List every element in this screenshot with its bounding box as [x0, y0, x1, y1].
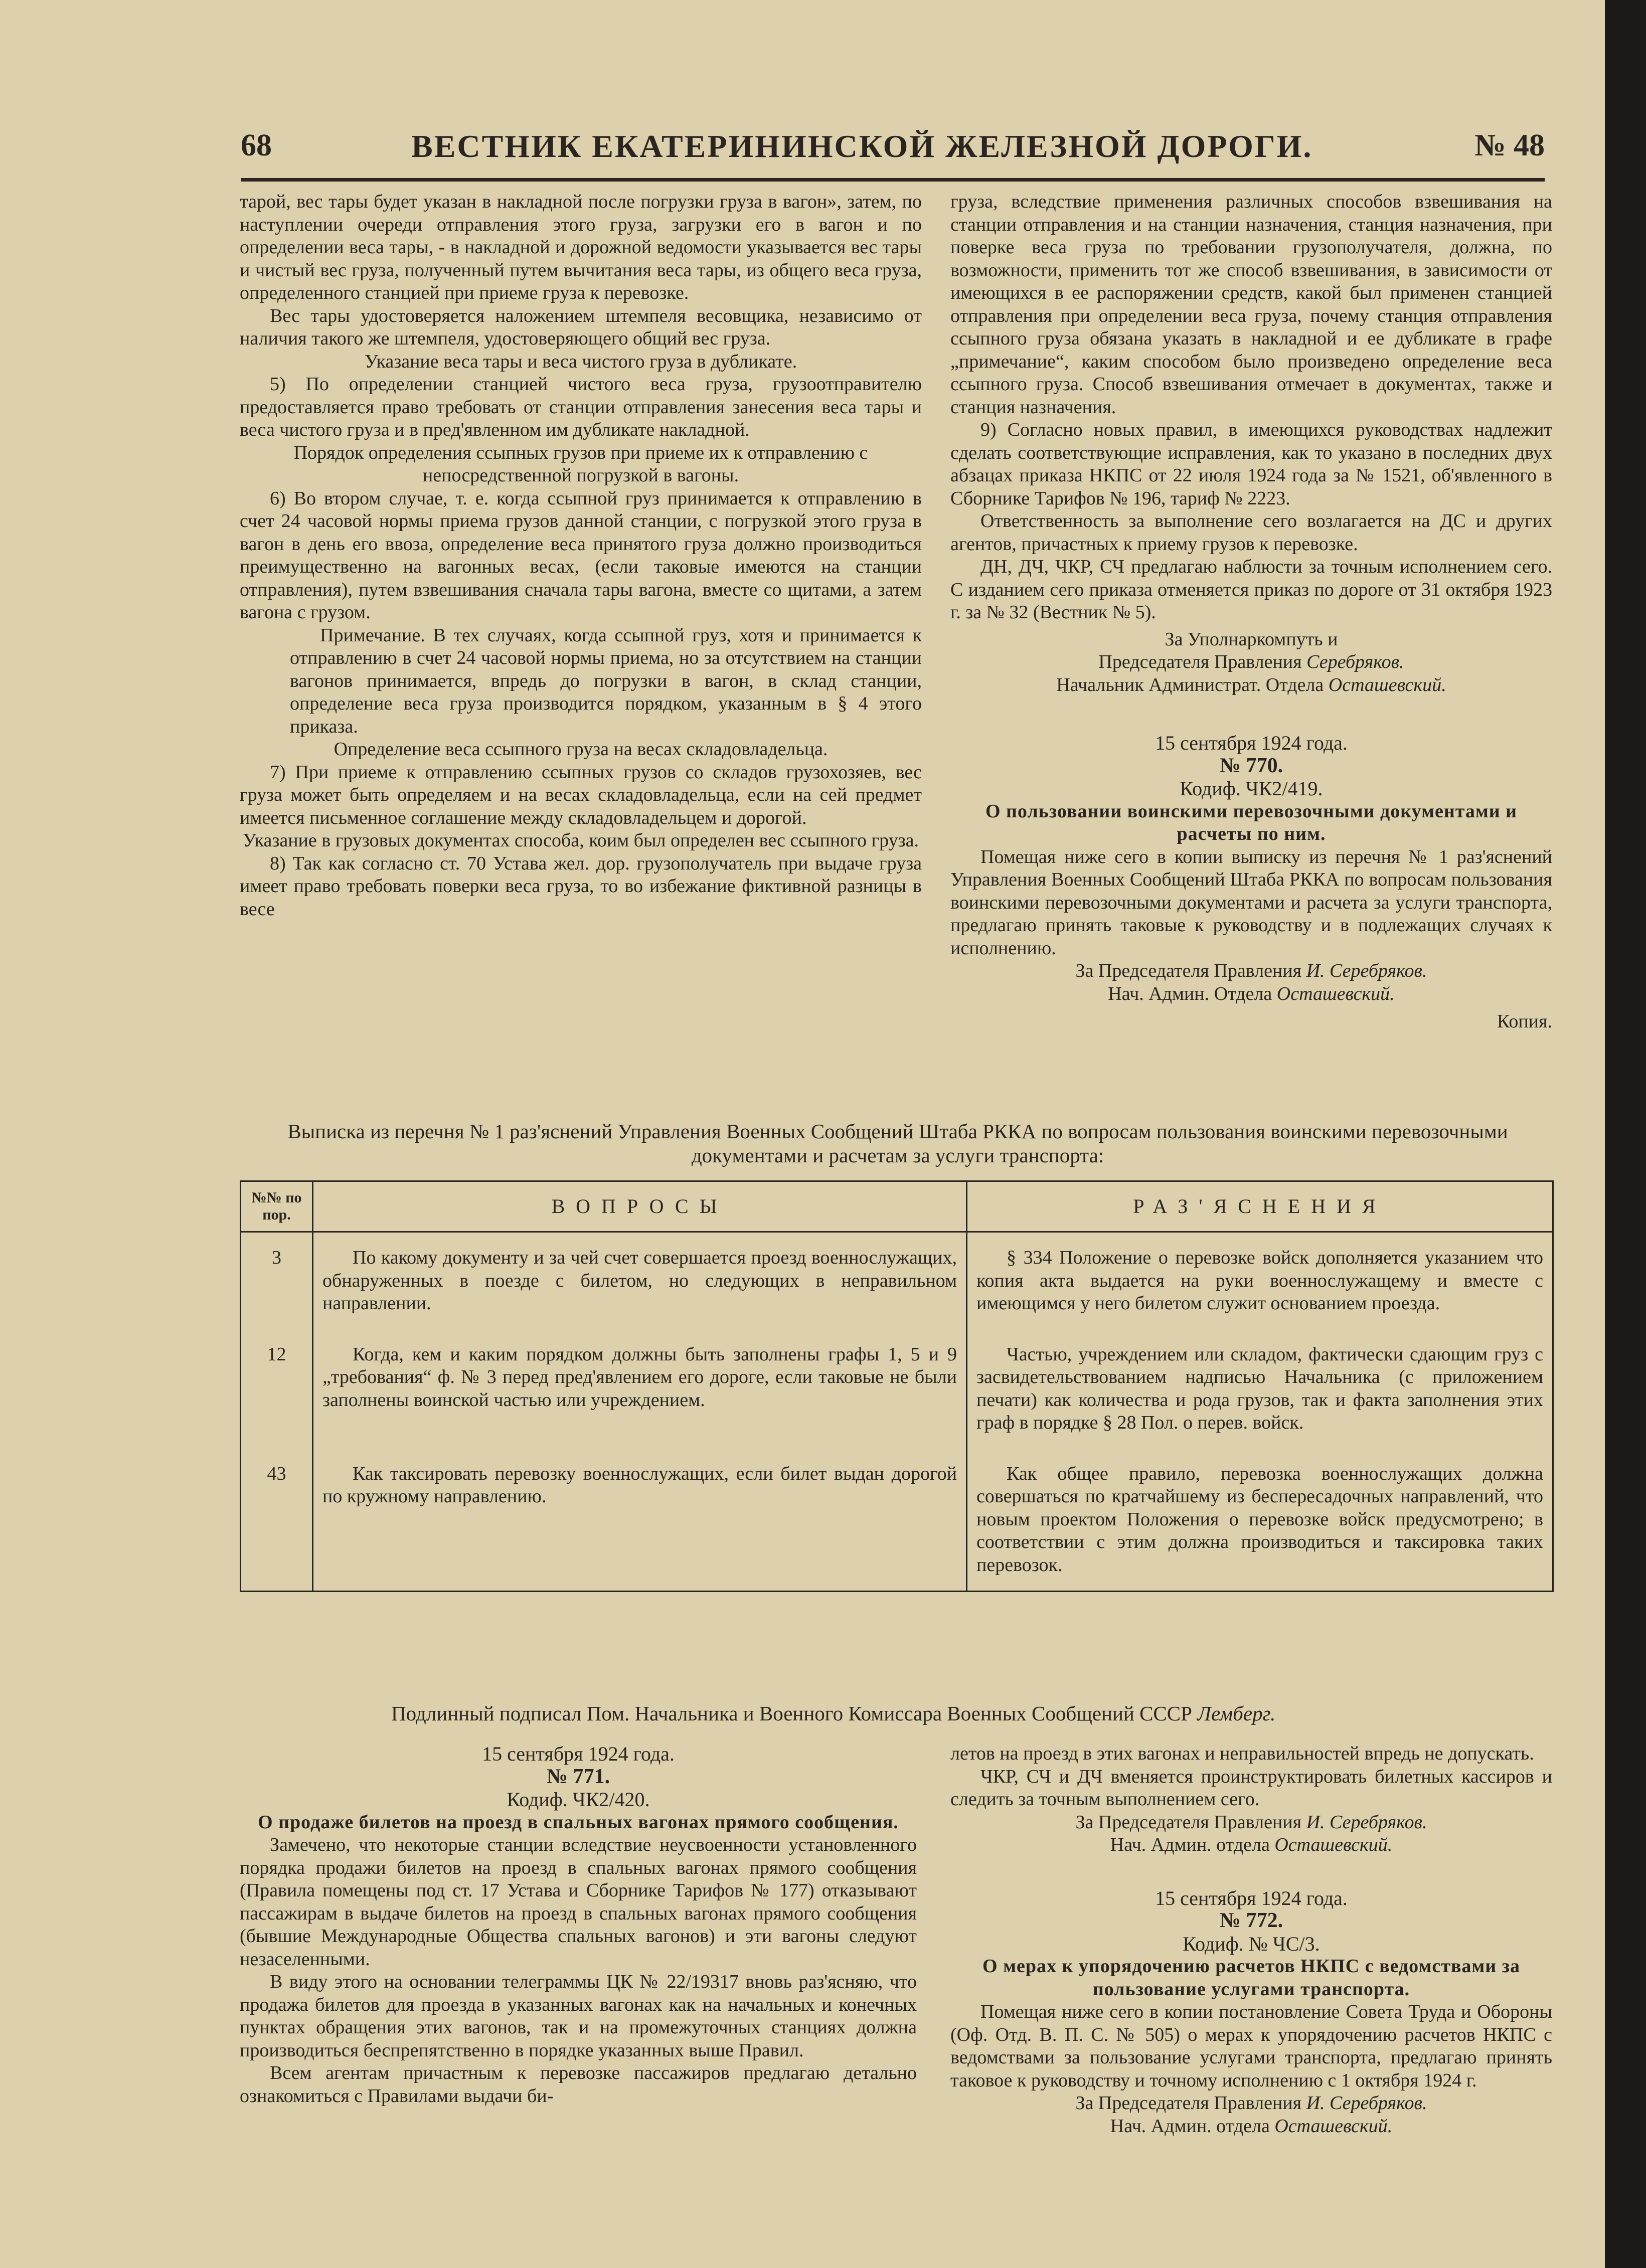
- paragraph: 6) Во втором случае, т. е. когда ссыпной груз принимается к отправлению в счет 24 часовой нормы приема грузов данной станции, с погрузкой этого груза в вагон в день его ввоза, определение веса принятого груза должно производиться преимущественно на вагонных весах, (если таковые имеются на станции отправления), путем взвешивания сначала тары вагона, вместе со щитами, а затем вагона с грузом.: [240, 487, 922, 623]
- paragraph: Вес тары удостоверяется наложением штемпеля весовщика, независимо от наличия такого же штемпеля, удостоверяющего общий вес груза.: [240, 305, 922, 349]
- column-header-number: №№ по пор.: [241, 1181, 313, 1232]
- signature-line: За Председателя Правления И. Серебряков.: [1075, 2092, 1427, 2114]
- paragraph: Замечено, что некоторые станции вследствие неусвоенности установленного порядка продажи билетов на проезд в спальных вагонах прямого сообщения (Правила помещены под ст. 17 Устава и Сборнике Тарифов № 177) отказывают пассажирам в выдаче билетов на проезд в спальных вагонах прямого сообщения (бывшие Международные Общества спальных вагонов) и эти вагоны следуют незаселенными.: [240, 1834, 917, 1970]
- order-heading: О пользовании воинскими перевозочными документами и расчеты по ним.: [985, 800, 1518, 844]
- question-cell: Когда, кем и каким порядком должны быть заполнены графы 1, 5 и 9 „требования“ ф. № 3 перед пред'явлением его дороге, если таковые не были заполнены воинской частью или учреждением.: [313, 1329, 967, 1449]
- signature-line: За Председателя Правления И. Серебряков.: [1075, 960, 1427, 981]
- order-heading: О продаже билетов на проезд в спальных вагонах прямого сообщения.: [258, 1811, 899, 1833]
- paragraph: тарой, вес тары будет указан в накладной после погрузки груза в вагон», затем, по наступлении очереди отправления этого груза, загрузки его в вагон и по определении веса тары, - в накладной и дорожной ведомости указывается вес тары и чистый вес груза, полученный путем вычитания веса тары, из общего веса груза, определенного станцией при приеме груза к перевозке.: [240, 191, 922, 303]
- row-number: 43: [241, 1449, 313, 1592]
- signatory-name: И. Серебряков.: [1306, 2092, 1427, 2114]
- order-date: 15 сентября 1924 года.: [1155, 732, 1348, 754]
- answer-cell: Как общее правило, перевозка военнослужащих должна совершаться по кратчайшему из беспересадочных направлений, что новым проектом Положения о перевозке войск предусмотрено; в соответствии с этим должна производиться и таксировка таких перевозок.: [967, 1449, 1553, 1592]
- question-cell: По какому документу и за чей счет совершается проезд военнослужащих, обнаруженных в поезде с билетом, но следующих в неправильном направлении.: [313, 1232, 967, 1329]
- answer-cell: Частью, учреждением или складом, фактически сдающим груз с засвидетельствованием надписью Начальника (с приложением печати) как количества и рода грузов, так и факта заполнения этих граф в порядке § 28 Пол. о перев. войск.: [967, 1329, 1553, 1449]
- signatory-name: Осташевский.: [1276, 983, 1395, 1004]
- paragraph: груза, вследствие применения различных способов взвешивания на станции отправления и на станции назначения, станция назначения, при поверке веса груза по требовании грузополучателя, должна, по возможности, применить тот же способ взвешивания, в зависимости от имеющихся в ее распоряжении средств, какой был применен станцией отправления при определении веса груза, почему станция отправления ссыпного груза обязана указать в накладной и ее дубликате в графе „примечание“, каким способом было произведено определение веса ссыпного груза. Способ взвешивания отмечает в документах, также и станция назначения.: [950, 191, 1552, 418]
- questions-table: [240, 1180, 1554, 1592]
- signatory-name: Осташевский.: [1274, 1834, 1393, 1855]
- right-column: [950, 191, 1552, 1033]
- signature-line: Нач. Админ. Отдела Осташевский.: [1108, 983, 1395, 1004]
- order-number: № 770.: [1219, 754, 1283, 777]
- signatory-name: Лемберг.: [1197, 1702, 1276, 1725]
- signature-line: За Уполнаркомпуть и: [1165, 628, 1338, 650]
- signatory-name: Осташевский.: [1328, 674, 1446, 695]
- page-number: 68: [241, 128, 272, 162]
- paragraph: 5) По определении станцией чистого веса груза, грузоотправителю предоставляется право требовать от станции отправления занесения веса тары и веса чистого груза и в пред'явленном им дубликате накладной.: [240, 374, 922, 440]
- paragraph: ЧКР, СЧ и ДЧ вменяется проинструктировать билетных кассиров и следить за точным выполнением сего.: [950, 1766, 1552, 1810]
- paragraph: 8) Так как согласно ст. 70 Устава жел. дор. грузополучатель при выдаче груза имеет право требовать поверки веса груза, то во избежание фиктивной разницы в весе: [240, 852, 922, 920]
- paragraph: В виду этого на основании телеграммы ЦК № 22/19317 вновь раз'ясняю, что продажа билетов для проезда в указанных вагонах как на начальных и конечных пунктах обращения этих вагонов, так и на промежуточных станциях должна производиться беспрепятственно в порядке указанных выше Правил.: [240, 1971, 917, 2061]
- note-paragraph: Примечание. В тех случаях, когда ссыпной груз, хотя и принимается к отправлению в счет 24 часовой нормы приема, но за отсутствием на станции вагонов принимается, впредь до погрузки в вагон, в склад станции, определение веса груза производится порядком, указанным в § 4 этого приказа.: [290, 624, 922, 737]
- paragraph: Помещая ниже сего в копии постановление Совета Труда и Обороны (Оф. Отд. В. П. С. № 505) о мерах к упорядочению расчетов НКПС с ведомствами за пользование услугами транспорта, предлагаю принять таковое к руководству и точному исполнению с 1 октября 1924 г.: [950, 2001, 1552, 2091]
- order-codif: Кодиф. ЧК2/419.: [1180, 777, 1323, 800]
- table-row: [241, 1449, 1553, 1592]
- answer-cell: § 334 Положение о перевозке войск дополняется указанием что копия акта выдается на руки военнослужащему и вместе с имеющимся у него билетом служит основанием проезда.: [967, 1232, 1553, 1329]
- paragraph: 9) Согласно новых правил, в имеющихся руководствах надлежит сделать соответствующие исправления, как то указано в последних двух абзацах приказа НКПС от 22 июля 1924 года за № 1521, об'явленного в Сборнике Тарифов № 196, тариф № 2223.: [950, 419, 1552, 509]
- order-codif: Кодиф. ЧК2/420.: [507, 1788, 650, 1811]
- order-date: 15 сентября 1924 года.: [1155, 1886, 1348, 1909]
- section-subheading: Порядок определения ссыпных грузов при приеме их к отправлению с непосредственной погрузкой в вагоны.: [293, 442, 868, 486]
- paragraph: Всем агентам причастным к перевозке пассажиров предлагаю детально ознакомиться с Правилами выдачи би-: [240, 2062, 917, 2107]
- original-signed-line: Подлинный подписал Пом. Начальника и Военного Комиссара Военных Сообщений СССР Лемберг.: [391, 1702, 1276, 1725]
- excerpt-title: Выписка из перечня № 1 раз'яснений Управления Военных Сообщений Штаба РККА по вопросам пользования воинскими перевозочными документами и расчетам за услуги транспорта:: [287, 1120, 1508, 1167]
- signature-line: Нач. Админ. отдела Осташевский.: [1110, 2115, 1393, 2137]
- bottom-right-column: [950, 1742, 1552, 2138]
- left-column: [240, 191, 922, 921]
- issue-number: № 48: [1474, 128, 1545, 162]
- signature-line: За Председателя Правления И. Серебряков.: [1075, 1811, 1427, 1833]
- paragraph: 7) При приеме к отправлению ссыпных грузов со складов грузохозяев, вес груза может быть определяем и на весах складовладельца, если на сей предмет имеется письменное соглашение между складовладельцем и дорогой.: [240, 761, 922, 828]
- signature-line: Нач. Админ. отдела Осташевский.: [1110, 1834, 1393, 1855]
- paragraph: Ответственность за выполнение сего возлагается на ДС и других агентов, причастных к приему грузов к перевозке.: [950, 510, 1552, 555]
- question-cell: Как таксировать перевозку военнослужащих, если билет выдан дорогой по кружному направлению.: [313, 1449, 967, 1592]
- section-subheading: Определение веса ссыпного груза на весах складовладельца.: [334, 739, 828, 760]
- order-number: № 772.: [1219, 1909, 1283, 1932]
- row-number: 3: [241, 1232, 313, 1329]
- section-subheading: Указание в грузовых документах способа, коим был определен вес ссыпного груза.: [243, 830, 919, 851]
- table-row: [241, 1232, 1553, 1329]
- table-row: [241, 1329, 1553, 1449]
- signature-line: Начальник Администрат. Отдела Осташевский.: [1056, 674, 1446, 695]
- column-header-questions: ВОПРОСЫ: [313, 1181, 967, 1232]
- section-subheading: Указание веса тары и веса чистого груза в дубликате.: [364, 351, 797, 372]
- order-date: 15 сентября 1924 года.: [482, 1742, 675, 1765]
- order-number: № 771.: [546, 1765, 610, 1788]
- order-codif: Кодиф. № ЧС/3.: [1183, 1932, 1320, 1955]
- signatory-name: И. Серебряков.: [1306, 960, 1427, 981]
- paragraph: летов на проезд в этих вагонах и неправильностей впредь не допускать.: [950, 1743, 1534, 1764]
- paragraph: Помещая ниже сего в копии выписку из перечня № 1 раз'яснений Управления Военных Сообщений Штаба РККА по вопросам пользования воинскими перевозочными документами и расчета за услуги транспорта, предлагаю принять таковые к руководству и в подлежащих случаях к исполнению.: [950, 846, 1552, 959]
- row-number: 12: [241, 1329, 313, 1449]
- column-header-explanations: РАЗ'ЯСНЕНИЯ: [967, 1181, 1553, 1232]
- publication-title: ВЕСТНИК ЕКАТЕРИНИНСКОЙ ЖЕЛЕЗНОЙ ДОРОГИ.: [411, 128, 1313, 164]
- signatory-name: Осташевский.: [1274, 2115, 1393, 2137]
- signatory-name: И. Серебряков.: [1306, 1811, 1427, 1833]
- bottom-left-column: [240, 1742, 917, 2108]
- signatory-name: Серебряков.: [1306, 651, 1404, 672]
- copy-label: Копия.: [1497, 1011, 1552, 1032]
- paragraph: ДН, ДЧ, ЧКР, СЧ предлагаю наблюсти за точным исполнением сего. С изданием сего приказа отменяется приказ по дороге от 31 октября 1923 г. за № 32 (Вестник № 5).: [950, 556, 1552, 623]
- signature-line: Председателя Правления Серебряков.: [1098, 651, 1404, 672]
- order-heading: О мерах к упорядочению расчетов НКПС с ведомствами за пользование услугами транспорта.: [982, 1956, 1520, 2000]
- page-header: [241, 128, 1545, 182]
